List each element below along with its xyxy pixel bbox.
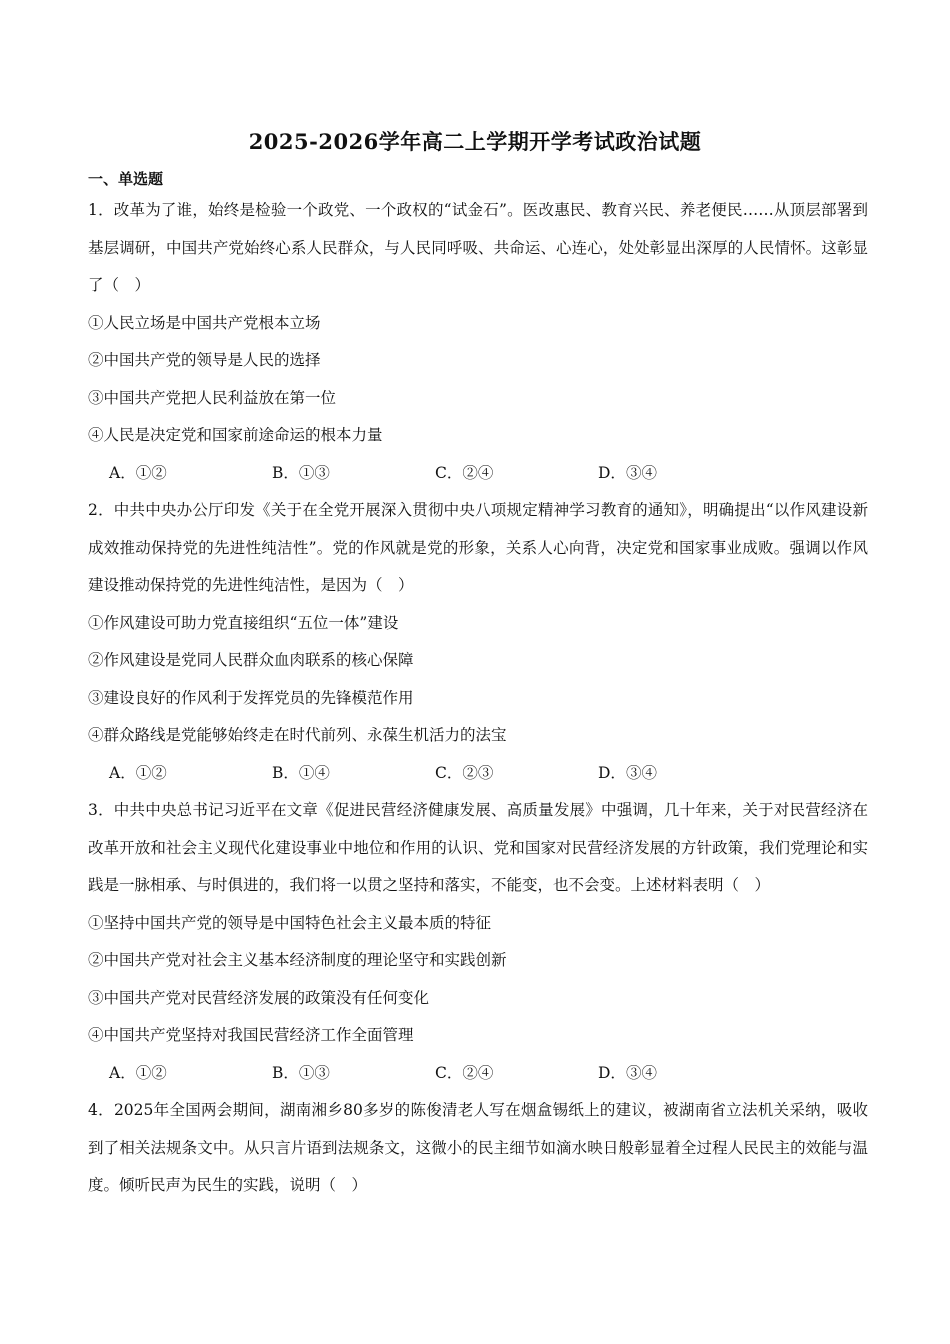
question-1 [88,192,868,492]
choice-letter: D． [598,763,626,782]
choice-value: ①③ [298,463,330,482]
question-text: 改革为了谁，始终是检验一个政党、一个政权的“试金石”。医改惠民、教育兴民、养老便民……从顶层部署到基层调研，中国共产党始终心系人民群众，与人民同呼吸、共命运、心连心，处处彰显出深厚的人民情怀。这彰显了（ ） [88,201,868,294]
question-3 [88,792,868,1092]
question-stem [88,492,868,605]
choice-letter: D． [598,1063,626,1082]
choice-value: ②④ [462,463,494,482]
statement-option: ①作风建设可助力党直接组织“五位一体”建设 [88,613,399,632]
answer-choice[interactable] [109,1055,272,1093]
answer-choice[interactable] [109,755,272,793]
question-list [88,192,868,1205]
statement-option: ②中国共产党对社会主义基本经济制度的理论坚守和实践创新 [88,951,507,969]
question-number: 2． [88,501,114,519]
statement-option: ④中国共产党坚持对我国民营经济工作全面管理 [88,1026,414,1044]
choice-letter: D． [598,463,626,482]
question-stem [88,1092,868,1205]
answer-choice[interactable] [272,455,435,493]
statement-option: ③中国共产党对民营经济发展的政策没有任何变化 [88,988,430,1007]
choice-value: ①③ [298,1063,330,1082]
question-text: 2025年全国两会期间，湖南湘乡80多岁的陈俊清老人写在烟盒锡纸上的建议，被湖南省立法机关采纳，吸收到了相关法规条文中。从只言片语到法规条文，这微小的民主细节如滴水映日般彰显着全过程人民民主的效能与温度。倾听民声为民生的实践，说明（ ） [88,1101,868,1194]
statement-option: ④人民是决定党和国家前途命运的根本力量 [88,426,383,444]
choice-letter: A． [109,763,136,782]
choice-value: ①② [135,463,167,482]
choice-value: ①② [135,1063,167,1082]
statement-option: ④群众路线是党能够始终走在时代前列、永葆生机活力的法宝 [88,726,507,744]
choice-value: ②③ [462,763,494,782]
answer-choice[interactable] [598,1055,761,1093]
section-heading: 一、单选题 [88,170,164,188]
question-number: 3． [88,801,114,819]
choice-letter: B． [272,763,299,782]
choice-letter: C． [435,1063,463,1082]
statement-option: ③建设良好的作风利于发挥党员的先锋模范作用 [88,688,414,707]
exam-title: 2025-2026学年高二上学期开学考试政治试题 [248,129,702,154]
answer-choices [88,1055,868,1093]
choice-value: ③④ [625,763,657,782]
answer-choice[interactable] [435,1055,598,1093]
question-text: 中共中央办公厅印发《关于在全党开展深入贯彻中央八项规定精神学习教育的通知》，明确提出“以作风建设新成效推动保持党的先进性纯洁性”。党的作风就是党的形象，关系人心向背，决定党和国家事业成败。强调以作风建设推动保持党的先进性纯洁性，是因为（ ） [88,501,868,594]
choice-value: ③④ [625,1063,657,1082]
choice-value: ①④ [298,763,330,782]
answer-choice[interactable] [272,755,435,793]
statement-option: ①人民立场是中国共产党根本立场 [88,313,321,332]
answer-choice[interactable] [435,455,598,493]
choice-letter: C． [435,463,463,482]
choice-letter: A． [109,1063,136,1082]
answer-choice[interactable] [272,1055,435,1093]
choice-letter: C． [435,763,463,782]
choice-letter: B． [272,463,299,482]
question-2 [88,492,868,792]
question-number: 1． [88,201,114,219]
question-stem [88,192,868,305]
answer-choice[interactable] [435,755,598,793]
question-text: 中共中央总书记习近平在文章《促进民营经济健康发展、高质量发展》中强调，几十年来，关于对民营经济在改革开放和社会主义现代化建设事业中地位和作用的认识、党和国家对民营经济发展的方针政策，我们党理论和实践是一脉相承、与时俱进的，我们将一以贯之坚持和落实，不能变，也不会变。上述材料表明（ ） [88,801,868,894]
choice-value: ②④ [462,1063,494,1082]
statement-option: ①坚持中国共产党的领导是中国特色社会主义最本质的特征 [88,913,492,932]
answer-choice[interactable] [109,455,272,493]
answer-choices [88,755,868,793]
choice-letter: B． [272,1063,299,1082]
statement-option: ②作风建设是党同人民群众血肉联系的核心保障 [88,651,414,669]
statement-option: ③中国共产党把人民利益放在第一位 [88,388,337,407]
answer-choice[interactable] [598,755,761,793]
choice-value: ③④ [625,463,657,482]
question-stem [88,792,868,905]
question-number: 4． [88,1101,114,1119]
question-4 [88,1092,868,1205]
answer-choices [88,455,868,493]
answer-choice[interactable] [598,455,761,493]
statement-option: ②中国共产党的领导是人民的选择 [88,351,321,369]
choice-value: ①② [135,763,167,782]
choice-letter: A． [109,463,136,482]
